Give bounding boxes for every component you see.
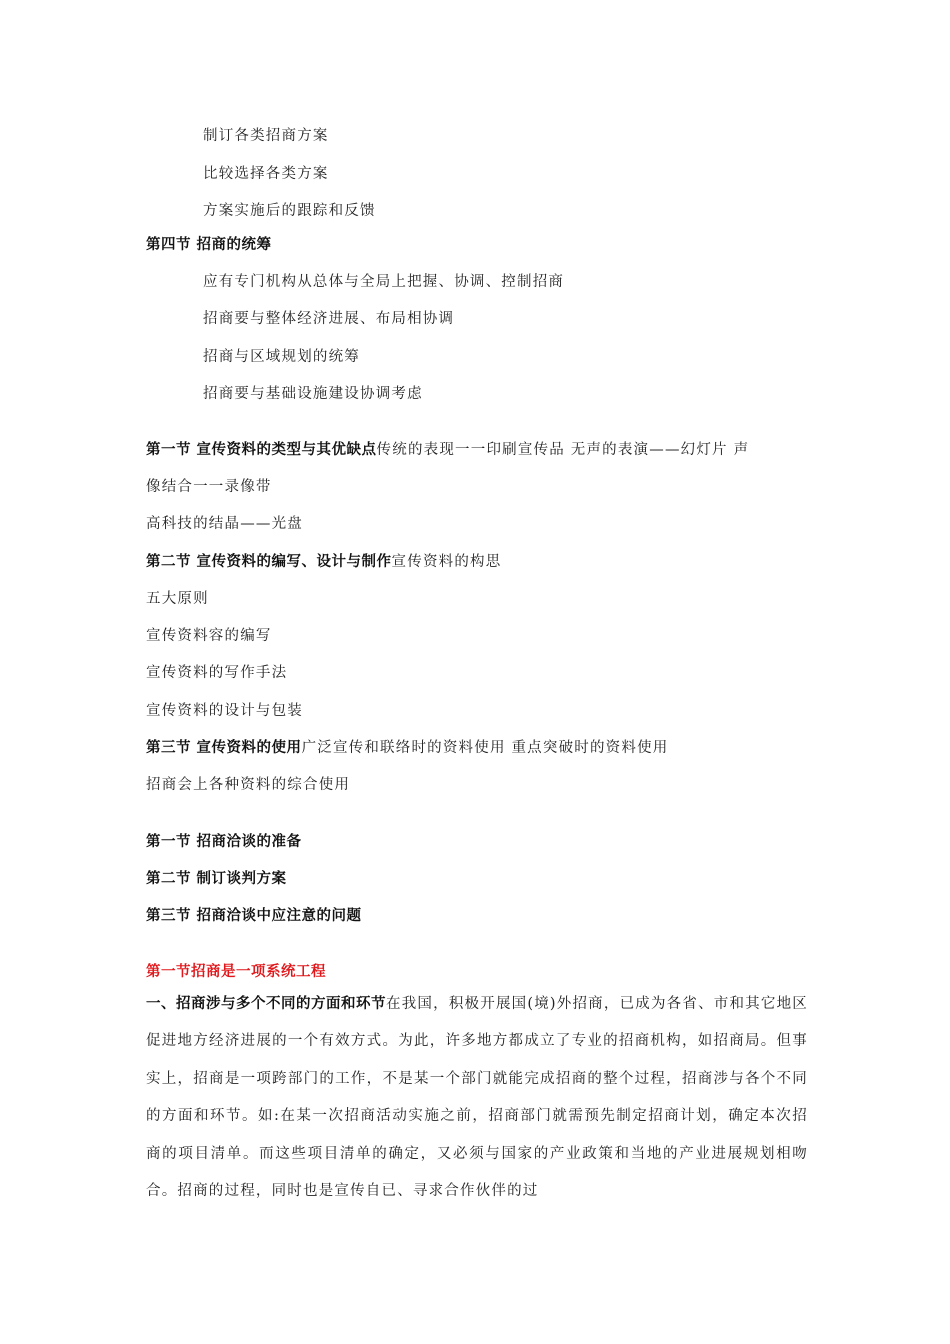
- section-text: 广泛宣传和联络时的资料使用 重点突破时的资料使用: [301, 740, 669, 756]
- section-line: [146, 738, 668, 758]
- section-line: [146, 440, 749, 460]
- list-item: 制订各类招商方案: [203, 128, 329, 144]
- section-heading: 第三节 宣传资料的使用: [146, 739, 302, 756]
- paragraph: [146, 985, 808, 1215]
- section-text: 像结合一一录像带: [146, 479, 272, 495]
- section-heading: 第一节招商是一项系统工程: [146, 963, 326, 980]
- section-heading: 第一节 招商洽谈的准备: [146, 833, 302, 850]
- list-item: 比较选择各类方案: [203, 166, 329, 182]
- list-item: 方案实施后的跟踪和反馈: [203, 203, 376, 219]
- section-text: 高科技的结晶——光盘: [146, 516, 303, 532]
- section-text: 宣传资料的构思: [391, 554, 502, 570]
- list-item: 招商要与基础设施建设协调考虑: [203, 386, 423, 402]
- paragraph-text: 在我国，积极开展国(境)外招商，已成为各省、市和其它地区促进地方经济进展的一个有效方式。为此，许多地方都成立了专业的招商机构，如招商局。但事实上，招商是一项跨部门的工作，不是某一个部门就能完成招商的整个过程，招商涉与各个不同的方面和环节。如:在某一次招商活动实施之前，招商部门就需预先制定招商计划，确定本次招商的项目清单。而这些项目清单的确定，又必须与国家的产业政策和当地的产业进展规划相吻合。招商的过程，同时也是宣传自已、寻求合作伙伴的过: [146, 996, 808, 1200]
- section-heading: 第一节 宣传资料的类型与其优缺点: [146, 441, 377, 458]
- list-item: 宣传资料容的编写: [146, 628, 272, 644]
- section-heading: 第二节 宣传资料的编写、设计与制作: [146, 553, 392, 570]
- section-heading: 第三节 招商洽谈中应注意的问题: [146, 907, 362, 924]
- section-text: 传统的表现一一印刷宣传品 无声的表演——幻灯片 声: [376, 442, 750, 458]
- list-item: 招商要与整体经济进展、布局相协调: [203, 311, 455, 327]
- list-item: 宣传资料的写作手法: [146, 665, 288, 681]
- list-item: 五大原则: [146, 591, 209, 607]
- section-heading: 第四节 招商的统筹: [146, 236, 272, 253]
- list-item: 应有专门机构从总体与全局上把握、协调、控制招商: [203, 274, 565, 290]
- section-heading: 第二节 制订谈判方案: [146, 870, 287, 887]
- list-item: 招商与区域规划的统筹: [203, 349, 360, 365]
- list-item: 宣传资料的设计与包装: [146, 703, 303, 719]
- section-line: [146, 552, 501, 572]
- paragraph-heading: 一、招商涉与多个不同的方面和环节: [146, 995, 387, 1012]
- section-text: 招商会上各种资料的综合使用: [146, 777, 351, 793]
